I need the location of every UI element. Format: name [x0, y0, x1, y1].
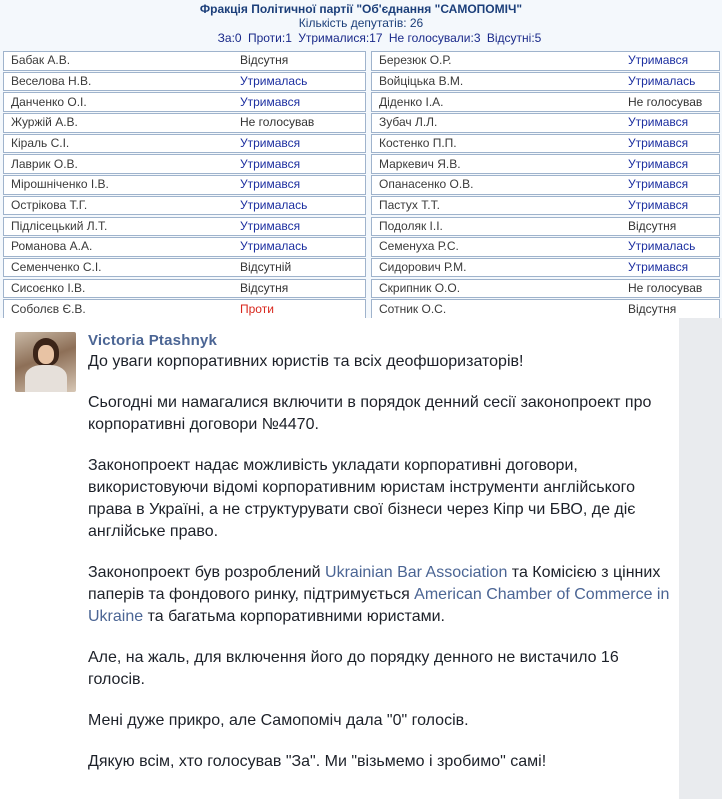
deputy-row [371, 237, 720, 257]
deputy-row [371, 175, 720, 195]
deputy-row [3, 72, 366, 92]
deputy-vote: Утримався [240, 177, 301, 192]
deputy-name: Пастух Т.Т. [379, 198, 440, 213]
post-body [88, 351, 676, 792]
faction-title: Фракція Політичної партії "Об'єднання "САМОПОМІЧ" [199, 2, 523, 16]
deputy-vote: Утримався [240, 156, 301, 171]
deputy-row [3, 134, 366, 154]
deputy-name: Веселова Н.В. [11, 73, 92, 88]
deputy-vote: Утрималась [628, 239, 696, 254]
deputy-row [371, 299, 720, 319]
vote-header [0, 0, 722, 48]
amcham-ukraine-link[interactable]: American Chamber of Commerce in Ukraine [88, 586, 670, 625]
deputy-name: Мірошніченко І.В. [11, 177, 109, 192]
deputy-vote: Проти [240, 301, 274, 316]
summary-utrym: Утрималися:17 [298, 31, 383, 45]
vote-results-panel [0, 0, 722, 318]
summary-vidsutni: Відсутні:5 [486, 31, 542, 45]
deputy-row [371, 92, 720, 112]
deputy-name: Подоляк І.І. [379, 218, 443, 233]
ukrainian-bar-association-link[interactable]: Ukrainian Bar Association [325, 564, 508, 581]
deputy-name: Костенко П.П. [379, 136, 457, 150]
summary-ne-golos: Не голосували:3 [388, 31, 481, 45]
summary-proty: Проти:1 [247, 31, 292, 45]
deputy-row [371, 217, 720, 237]
deputy-row [3, 237, 366, 257]
deputy-row [3, 92, 366, 112]
deputy-row [371, 51, 720, 71]
deputy-row [371, 134, 720, 154]
deputy-name: Семенуха Р.С. [379, 239, 459, 254]
deputy-vote: Утримався [628, 53, 689, 68]
deputy-name: Сисоєнко І.В. [11, 280, 86, 295]
deputy-vote: Утримався [628, 136, 689, 150]
deputy-vote: Утримався [240, 94, 301, 109]
deputy-name: Сидорович Р.М. [379, 260, 467, 275]
post-paragraph: Мені дуже прикро, але Самопоміч дала "0" голосів. [88, 712, 469, 729]
deputy-name: Журжій А.В. [11, 115, 78, 130]
deputy-name: Березюк О.Р. [379, 53, 452, 68]
deputy-vote: Утрималась [240, 73, 308, 88]
deputies-column-left [3, 51, 366, 320]
deputy-name: Сотник О.С. [379, 301, 447, 316]
author-avatar[interactable] [15, 332, 76, 392]
deputy-vote: Утрималась [240, 198, 308, 213]
deputy-name: Бабак А.В. [11, 53, 71, 68]
deputy-name: Підлісецький Л.Т. [11, 218, 108, 233]
deputy-row [3, 217, 366, 237]
post-paragraph: Законопроект надає можливість укладати корпоративні договори, використовуючи відомі корпоративним юристам інструменти англійського права в Україні, а не структурувати свої бізнеси через Кіпр чи БВО, де діє англійське право. [88, 457, 636, 540]
deputy-name: Романова А.А. [11, 239, 93, 254]
deputy-vote: Не голосував [628, 94, 703, 109]
deputy-row [371, 258, 720, 278]
deputy-vote: Утрималась [628, 73, 696, 88]
deputy-row [371, 154, 720, 174]
post-paragraph: Дякую всім, хто голосував "За". Ми "візьмемо і зробимо" самі! [88, 753, 547, 770]
post-paragraph: Законопроект був розроблений Ukrainian Bar Association та Комісією з цінних паперів та фондового ринку, підтримується American Chamber of Commerce in Ukraine та багатьма корпоративними юристами. [88, 564, 670, 625]
deputy-row [3, 175, 366, 195]
deputy-vote: Не голосував [628, 280, 703, 295]
post-paragraph: До уваги корпоративних юристів та всіх деофшоризаторів! [88, 353, 524, 370]
deputy-name: Скрипник О.О. [379, 280, 461, 295]
deputy-row [3, 196, 366, 216]
deputies-column-right [371, 51, 720, 320]
social-post [0, 318, 722, 799]
deputy-row [371, 72, 720, 92]
deputy-row [371, 113, 720, 133]
author-name-link[interactable]: Victoria Ptashnyk [88, 332, 218, 349]
deputy-name: Опанасенко О.В. [379, 177, 474, 192]
deputy-vote: Утримався [240, 218, 301, 233]
deputy-vote: Не голосував [240, 115, 315, 130]
deputy-name: Семенченко С.І. [11, 260, 102, 275]
deputy-name: Кіраль С.І. [11, 136, 70, 150]
deputy-name: Соболєв Є.В. [11, 301, 86, 316]
deputy-vote: Утримався [628, 177, 689, 192]
deputy-vote: Утримався [628, 115, 689, 130]
deputy-vote: Утримався [628, 198, 689, 213]
deputy-row [3, 154, 366, 174]
deputies-count: Кількість депутатів: 26 [298, 16, 424, 30]
deputy-vote: Утримався [628, 260, 689, 275]
page-background-strip [679, 318, 722, 799]
deputy-vote: Утримався [628, 156, 689, 171]
deputy-vote: Відсутня [240, 280, 289, 295]
post-paragraph: Сьогодні ми намагалися включити в порядок денний сесії законопроект про корпоративні договори №4470. [88, 394, 652, 433]
deputy-vote: Відсутній [240, 260, 292, 275]
deputy-name: Лаврик О.В. [11, 156, 78, 171]
deputy-row [3, 299, 366, 319]
deputy-row [3, 113, 366, 133]
deputy-name: Данченко О.І. [11, 94, 87, 109]
deputy-row [3, 258, 366, 278]
deputy-name: Діденко І.А. [379, 94, 444, 109]
deputy-row [371, 279, 720, 299]
deputies-table [0, 51, 722, 320]
deputy-row [371, 196, 720, 216]
deputy-vote: Відсутня [240, 53, 289, 68]
deputy-vote: Утримався [240, 136, 301, 150]
vote-summary [0, 31, 722, 46]
deputy-vote: Відсутня [628, 301, 677, 316]
post-paragraph: Але, на жаль, для включення його до порядку денного не вистачило 16 голосів. [88, 649, 619, 688]
deputy-name: Войціцька В.М. [379, 73, 464, 88]
deputy-vote: Відсутня [628, 218, 677, 233]
summary-za: За:0 [217, 31, 242, 45]
deputy-name: Зубач Л.Л. [379, 115, 438, 130]
deputy-row [3, 51, 366, 71]
deputy-name: Острікова Т.Г. [11, 198, 88, 213]
deputy-vote: Утрималась [240, 239, 308, 254]
deputy-row [3, 279, 366, 299]
deputy-name: Маркевич Я.В. [379, 156, 461, 171]
